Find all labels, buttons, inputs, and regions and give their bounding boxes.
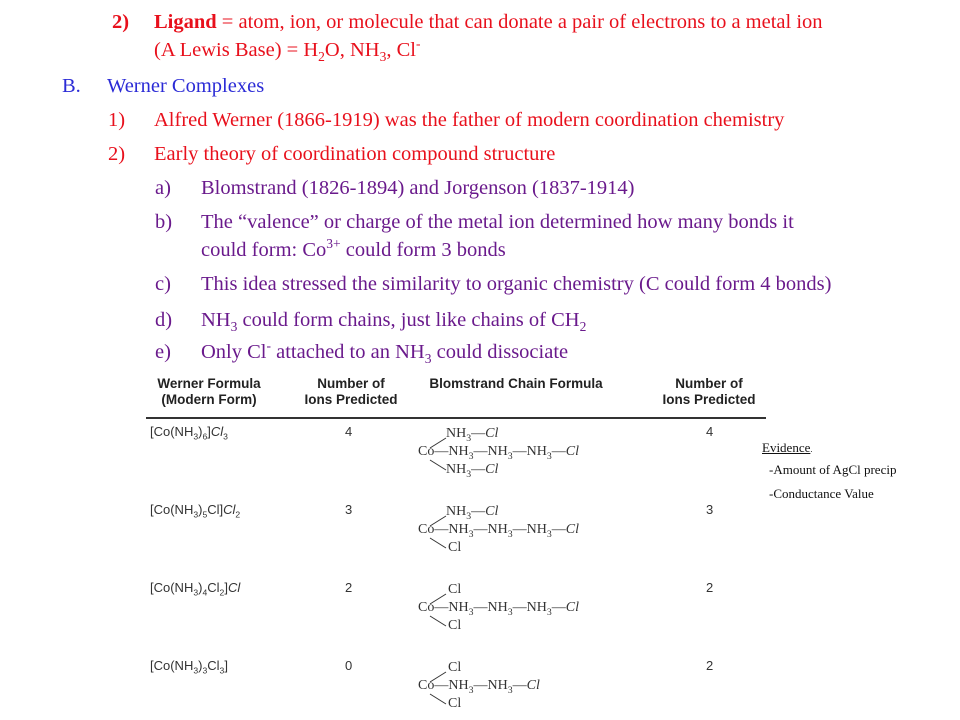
row4-werner-ions: 0	[345, 658, 353, 673]
evidence-title: Evidence.	[762, 440, 813, 455]
sub-item-b-line2: could form: $Co^{3+}$ could form 3 bonds	[201, 236, 506, 261]
row1-formula: $[Co(NH_3)_6]Cl_3$	[150, 424, 228, 442]
row2-chain-structure: $NH_3—Cl$ $Co—NH_3—NH_3—NH_3—Cl$ Cl	[418, 504, 579, 555]
ligand-definition-1: = atom, ion, or molecule that can donate a pair of electrons to a metal ion	[216, 11, 823, 33]
b2-item: 2) Early theory of coordination compound structure	[108, 143, 556, 165]
sub-item-a: a) Blomstrand (1826-1894) and Jorgenson (1837-1914)	[155, 177, 635, 199]
row2-werner-ions: 3	[345, 502, 353, 517]
evidence-item-agcl: -Amount of AgCl precip	[769, 462, 897, 477]
sub-item-b-line1: b) The “valence” or charge of the metal ion determined how many bonds it	[155, 211, 794, 233]
sub-item-c: c) This idea stressed the similarity to organic chemistry (C could form 4 bonds)	[155, 273, 832, 295]
row2-blomstrand-ions: 3	[706, 502, 714, 517]
b1-item: 1) Alfred Werner (1866-1919) was the father of modern coordination chemistry	[108, 109, 785, 131]
sub-item-d: d) $NH_3$ could form chains, just like chains of $CH_2$	[155, 309, 587, 335]
row1-blomstrand-ions: 4	[706, 424, 714, 439]
ligand-line-1	[112, 10, 823, 35]
ligand-line-2: (A Lewis Base) = $H_2O$, $NH_3$, Cl-	[154, 36, 421, 65]
row3-formula: $[Co(NH_3)_4Cl_2]Cl$	[150, 580, 241, 598]
row2-formula: $[Co(NH_3)_5Cl]Cl_2$	[150, 502, 241, 520]
header-divider	[146, 417, 766, 419]
row3-werner-ions: 2	[345, 580, 353, 595]
header-blomstrand-chain: Blomstrand Chain Formula	[429, 376, 603, 391]
ligand-number: 2)	[112, 11, 130, 33]
row3-blomstrand-ions: 2	[706, 580, 714, 595]
row1-chain-structure: $NH_3—Cl$ $Co—NH_3—NH_3—NH_3—Cl$ $NH_3—Cl$	[418, 426, 579, 480]
header-werner-ions: Number of Ions Predicted	[304, 376, 398, 407]
header-blomstrand-ions: Number of Ions Predicted	[662, 376, 756, 407]
row1-werner-ions: 4	[345, 424, 353, 439]
row3-chain-structure: Cl $Co—NH_3—NH_3—NH_3—Cl$ Cl	[418, 582, 579, 633]
ligand-term: Ligand	[154, 11, 217, 33]
section-b-letter: B.	[62, 75, 81, 97]
header-werner-formula: Werner Formula (Modern Form)	[157, 376, 261, 407]
werner-blomstrand-table	[146, 372, 766, 720]
row4-blomstrand-ions: 2	[706, 658, 714, 673]
row4-formula: $[Co(NH_3)_3Cl_3]$	[150, 658, 228, 676]
section-b-heading	[62, 74, 265, 99]
evidence-item-conductance: -Conductance Value	[769, 486, 874, 501]
section-b-title: Werner Complexes	[107, 75, 265, 97]
row4-chain-structure: Cl $Co—NH_3—NH_3—Cl$ Cl	[418, 660, 540, 711]
sub-item-e: e) Only Cl- attached to an $NH_3$ could dissociate	[155, 338, 569, 367]
